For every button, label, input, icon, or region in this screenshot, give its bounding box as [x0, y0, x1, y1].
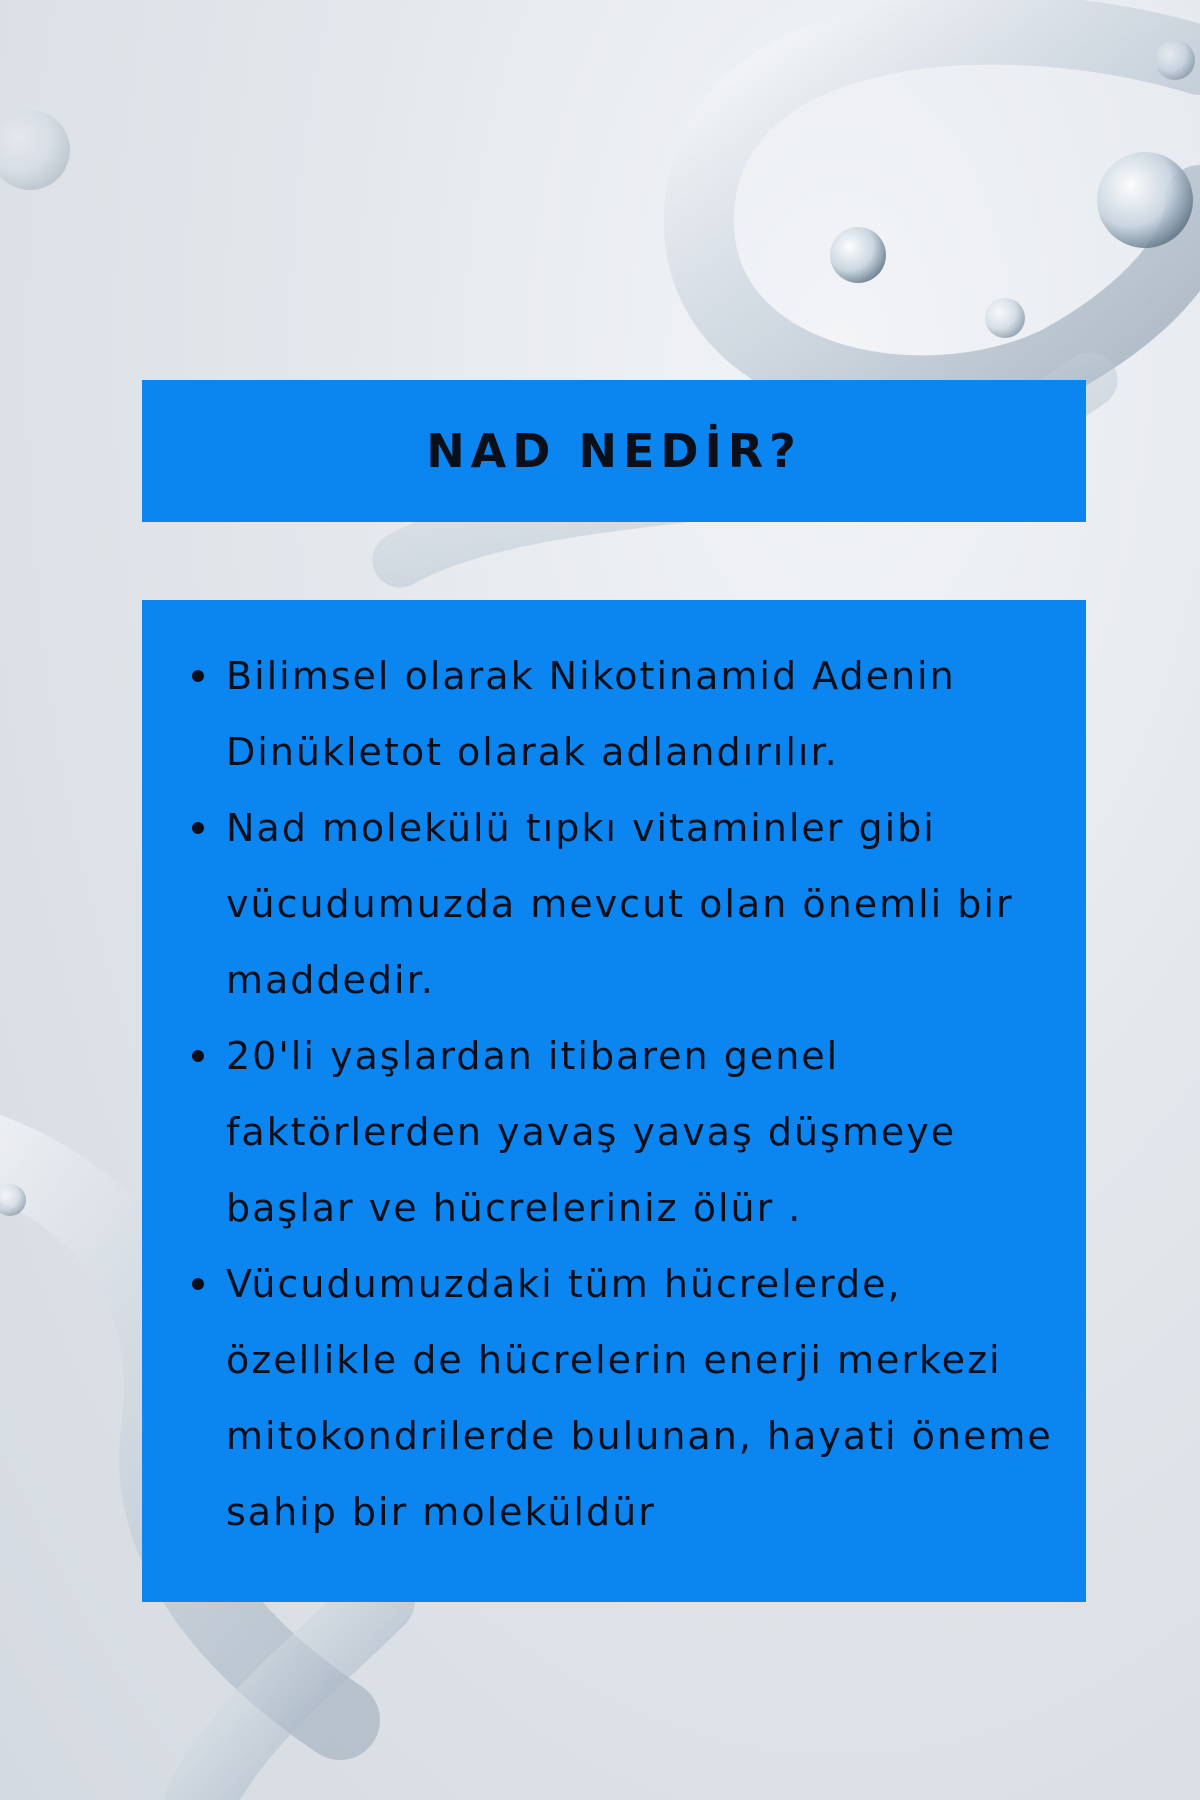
list-item [226, 1246, 1072, 1550]
bullet-icon [192, 670, 204, 682]
list-item-text: Bilimsel olarak Nikotinamid Adenin Dinükletot olarak adlandırılır. [226, 654, 956, 774]
bullet-icon [192, 822, 204, 834]
page-title: NAD NEDİR? [426, 424, 802, 478]
list-item [226, 638, 1072, 790]
info-card [142, 600, 1086, 1602]
list-item-text: Nad molekülü tıpkı vitaminler gibi vücudumuzda mevcut olan önemli bir maddedir. [226, 806, 1014, 1002]
title-banner [142, 380, 1086, 522]
list-item [226, 790, 1072, 1018]
bullet-icon [192, 1050, 204, 1062]
list-item [226, 1018, 1072, 1246]
bullet-icon [192, 1278, 204, 1290]
list-item-text: Vücudumuzdaki tüm hücrelerde, özellikle de hücrelerin enerji merkezi mitokondrilerde bulunan, hayati öneme sahip bir moleküldür [226, 1262, 1053, 1534]
list-item-text: 20'li yaşlardan itibaren genel faktörlerden yavaş yavaş düşmeye başlar ve hücreleriniz ölür . [226, 1034, 957, 1230]
bullet-list [226, 638, 1072, 1550]
